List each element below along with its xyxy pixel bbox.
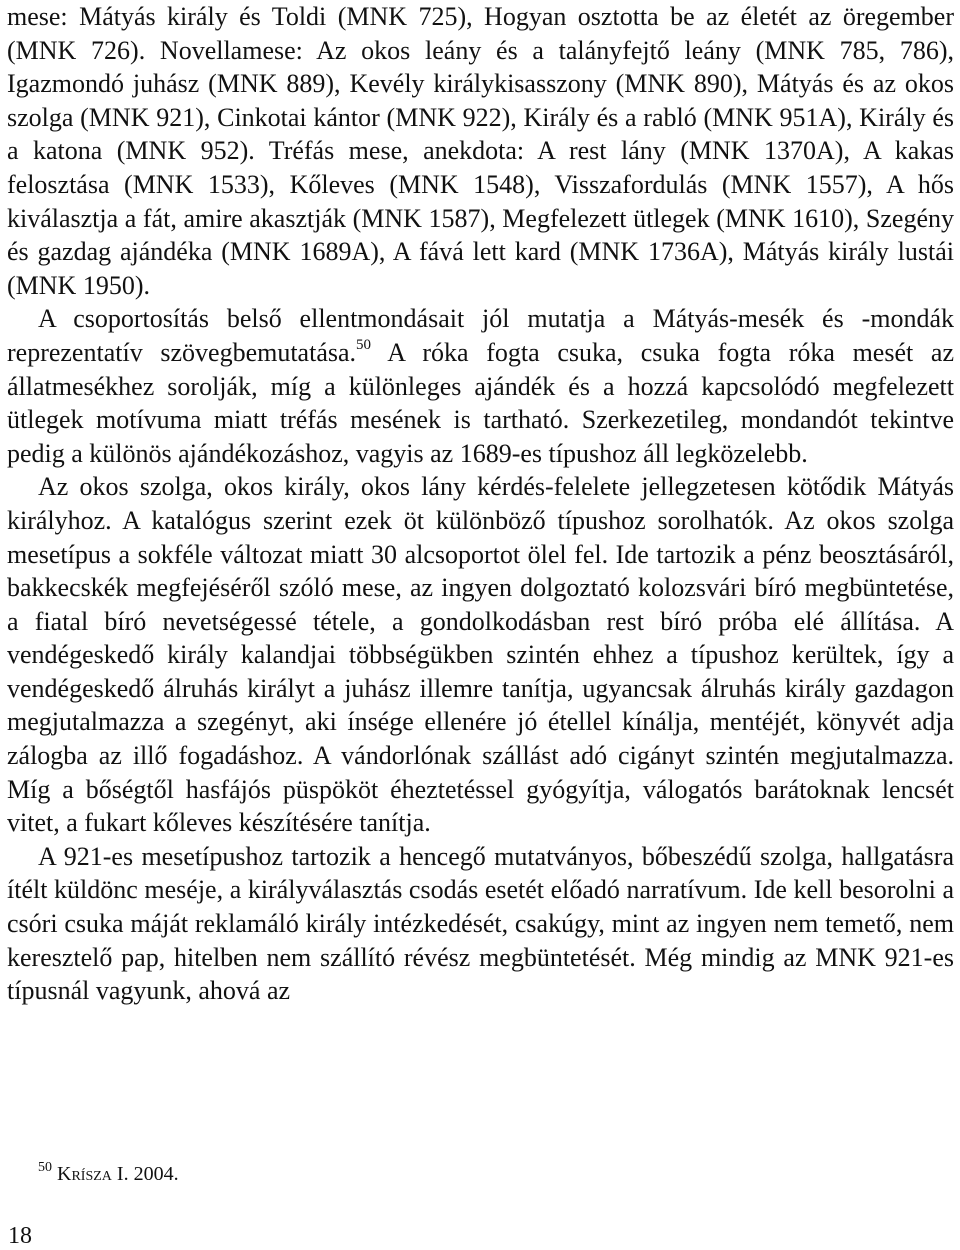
paragraph-1: mese: Mátyás király és Toldi (MNK 725), Hogyan osztotta be az életét az öregember (MNK 726). Novellamese: Az okos leány és a talányfejtő leány (MNK 785, 786), Igazmondó juhász (MNK 889), Kevély királykisasszony (MNK 890), Mátyás és az okos szolga (MNK 921), Cinkotai kántor (MNK 922), Király és a rabló (MNK 951A), Király és a katona (MNK 952). Tréfás mese, anekdota: A rest lány (MNK 1370A), A kakas felosztása (MNK 1533), Kőleves (MNK 1548), Visszafordulás (MNK 1557), A hős kiválasztja a fát, amire akasztják (MNK 1587), Megfelezett ütlegek (MNK 1610), Szegény és gazdag ajándéka (MNK 1689A), A fává lett kard (MNK 1736A), Mátyás király lustái (MNK 1950). — [7, 2, 954, 300]
footnote-reference: 50 — [356, 337, 372, 354]
page-number: 18 — [8, 1223, 32, 1249]
paragraph-2 — [7, 302, 954, 470]
footnote-citation: I. 2004. — [111, 1163, 179, 1185]
paragraph-2-continuation: A róka fogta csuka, csuka fogta róka mesét az állatmesékhez sorolják, míg a különleges ajándék és a hozzá kapcsolódó megfelezett ütlegek motívuma miatt tréfás mesének is tartható. Szerkezetileg, mondandót tekintve pedig a különös ajándékozáshoz, vagyis az 1689-es típushoz áll legközelebb. — [7, 337, 954, 468]
paragraph-4: A 921-es mesetípushoz tartozik a hencegő mutatványos, bőbeszédű szolga, hallgatásra ítélt küldönc meséje, a királyválasztás csodás esetét előadó narratívum. Ide kell besorolni a csóri csuka máját reklamáló király intézkedését, csakúgy, mint az ingyen nem temető, nem keresztelő pap, hitelben nem szállító révész megbüntetését. Még mindig az MNK 921-es típusnál vagyunk, ahová az — [7, 841, 954, 1006]
footnote-number: 50 — [38, 1160, 52, 1176]
paragraph-3: Az okos szolga, okos király, okos lány kérdés-felelete jellegzetesen kötődik Mátyás királyhoz. A katalógus szerint ezek öt különböző típushoz sorolhatók. Az okos szolga mesetípus a sokféle változat miatt 30 alcsoportot ölel fel. Ide tartozik a pénz beosztásáról, bakkecskék megfejéséről szóló mese, az ingyen dolgoztató kolozsvári bíró megbüntetése, a fiatal bíró nevetségessé tétele, a gondolkodásban rest bíró próba elé állítása. A vendégeskedő király kalandjai többségükben szintén ehhez a típushoz kerültek, így a vendégeskedő álruhás királyt a juhász illemre tanítja, ugyancsak álruhás király gazdagon megjutalmazza a szegényt, aki ínsége ellenére jó étellel kínálja, mentéjét, könyvét adja zálogba az illő fogadáshoz. A vándorlónak szállást adó cigányt szintén megjutalmazza. Míg a bőségtől hasfájós püspököt éheztetéssel gyógyítja, válogatós barátoknak lencsét vitet, a fukart kőleves készítésére tanítja. — [7, 472, 954, 838]
footnote — [38, 1161, 179, 1187]
paragraph-2-text: A csoportosítás belső ellentmondásait jól mutatja a Mátyás-mesék és -mondák reprezentatív szövegbemutatása. — [7, 304, 954, 367]
main-text — [7, 0, 954, 1008]
footnote-author: Krísza — [57, 1163, 112, 1185]
